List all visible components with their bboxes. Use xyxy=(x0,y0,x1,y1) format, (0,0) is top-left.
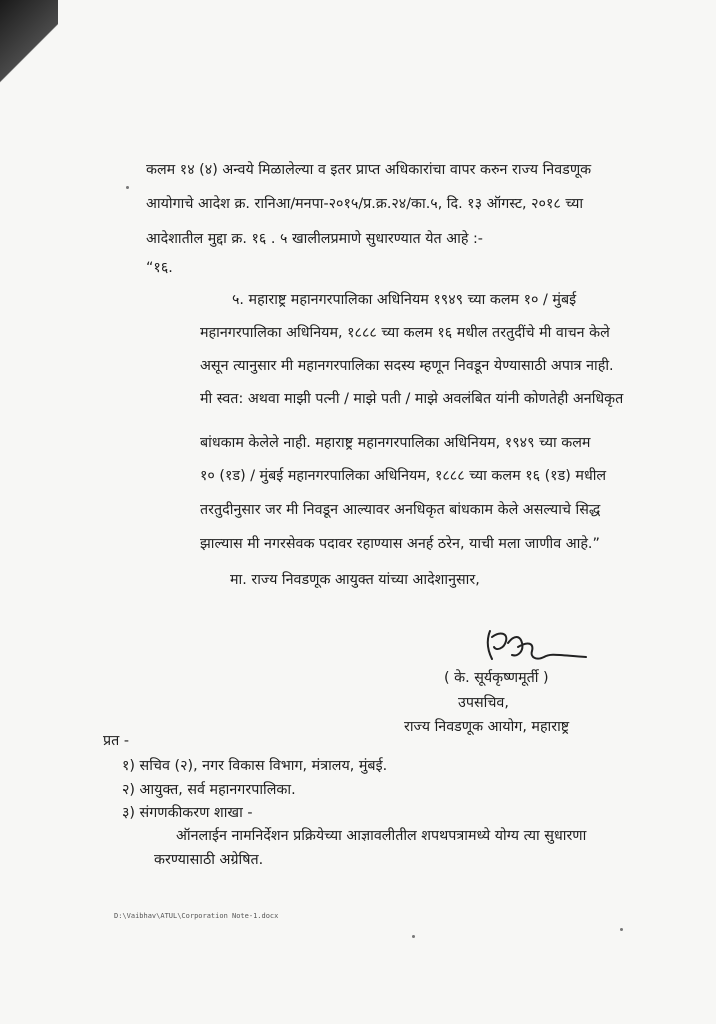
handwritten-signature xyxy=(478,617,590,675)
quote-start: “१६. xyxy=(146,260,173,276)
clause-line-8: झाल्यास मी नगरसेवक पदावर रहाण्यास अनर्ह ठरेन, याची मला जाणीव आहे.” xyxy=(200,536,600,552)
scan-speck xyxy=(126,186,129,189)
copy-item-2: २) आयुक्त, सर्व महानगरपालिका. xyxy=(122,782,296,798)
clause-line-5: बांधकाम केलेले नाही. महाराष्ट्र महानगरपालिका अधिनियम, १९४९ च्या कलम xyxy=(200,435,591,451)
copy-note-line-1: ऑनलाईन नामनिर्देशन प्रक्रियेच्या आज्ञावलीतील शपथपत्रामध्ये योग्य त्या सुधारणा xyxy=(176,828,587,844)
clause-line-1: ५. महाराष्ट्र महानगरपालिका अधिनियम १९४९ च्या कलम १० / मुंबई xyxy=(232,292,577,308)
file-path-footer: D:\Vaibhav\ATUL\Corporation Note-1.docx xyxy=(114,912,279,920)
clause-line-3: असून त्यानुसार मी महानगरपालिका सदस्य म्हणून निवडून येण्यासाठी अपात्र नाही. xyxy=(200,358,614,374)
signatory-designation: उपसचिव, xyxy=(458,695,509,711)
intro-line-3: आदेशातील मुद्दा क्र. १६ . ५ खालीलप्रमाणे सुधारण्यात येत आहे :- xyxy=(146,231,483,247)
clause-line-4: मी स्वत: अथवा माझी पत्नी / माझे पती / माझे अवलंबित यांनी कोणतेही अनधिकृत xyxy=(200,391,624,407)
copies-heading: प्रत - xyxy=(103,733,129,749)
intro-line-2: आयोगाचे आदेश क्र. रानिआ/मनपा-२०१५/प्र.क्र.२४/का.५, दि. १३ ऑगस्ट, २०१८ च्या xyxy=(146,196,584,212)
scan-speck xyxy=(620,928,623,931)
clause-line-7: तरतुदीनुसार जर मी निवडून आल्यावर अनधिकृत बांधकाम केले असल्याचे सिद्ध xyxy=(200,502,601,518)
intro-line-1: कलम १४ (४) अन्वये मिळालेल्या व इतर प्राप्त अधिकारांचा वापर करुन राज्य निवडणूक xyxy=(146,162,592,178)
scan-speck xyxy=(412,935,415,938)
signatory-name: ( के. सूर्यकृष्णमूर्ती ) xyxy=(444,670,549,686)
copy-item-3: ३) संगणकीकरण शाखा - xyxy=(122,805,253,821)
clause-line-2: महानगरपालिका अधिनियम, १८८८ च्या कलम १६ मधील तरतुदींचे मी वाचन केले xyxy=(200,325,610,341)
copy-item-1: १) सचिव (२), नगर विकास विभाग, मंत्रालय, मुंबई. xyxy=(122,758,388,774)
copy-note-line-2: करण्यासाठी अग्रेषित. xyxy=(154,852,264,868)
clause-line-6: १० (१ड) / मुंबई महानगरपालिका अधिनियम, १८८८ च्या कलम १६ (१ड) मधील xyxy=(200,468,607,484)
signatory-office: राज्य निवडणूक आयोग, महाराष्ट्र xyxy=(404,719,570,735)
order-line: मा. राज्य निवडणूक आयुक्त यांच्या आदेशानुसार, xyxy=(230,572,480,588)
scan-shadow-corner xyxy=(0,0,58,90)
